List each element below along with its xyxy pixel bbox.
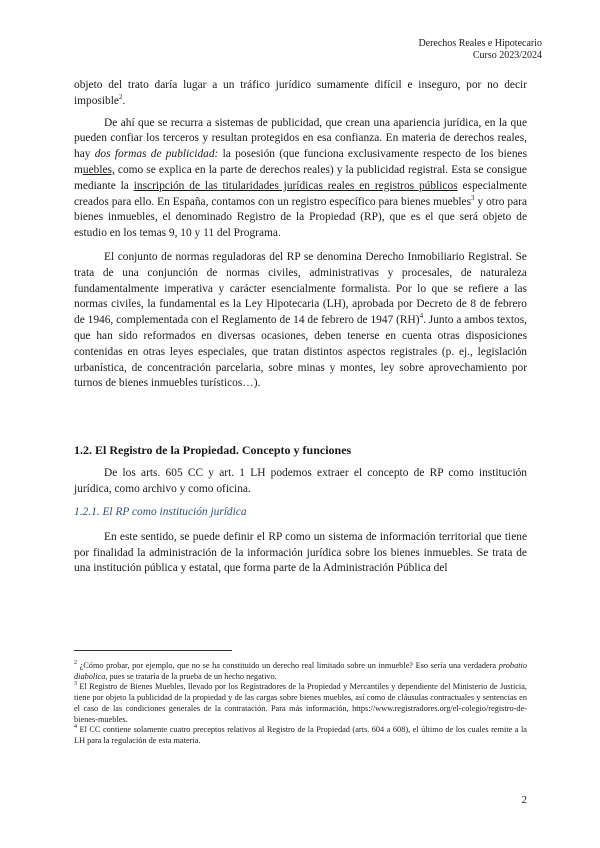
footnote-3-number: 3 (74, 681, 77, 688)
paragraph-2-text-e: y otro para bienes inmuebles, el denominado Registro de la Propiedad (RP), que es el que será objeto de estudio en los temas 9, 10 y 11 del Programa. (74, 195, 527, 240)
paragraph-2-text-c: como se explica en la parte de derechos reales) y la publicidad registral. Esta se consigue mediante la (74, 163, 527, 192)
header-academic-year: Curso 2023/2024 (472, 50, 542, 61)
footnote-separator (74, 650, 232, 651)
header-course-title: Derechos Reales e Hipotecario (418, 38, 542, 49)
footnote-3 (74, 682, 527, 725)
footnote-ref-3[interactable]: 3 (471, 193, 475, 202)
paragraph-2-text-d: especialmente creados para ello. En España, contamos con un registro específico para bienes muebles (74, 179, 527, 208)
paragraph-2-underline-1: uebles, (82, 163, 115, 176)
paragraph-2 (74, 116, 527, 242)
footnote-ref-2[interactable]: 2 (118, 93, 123, 101)
paragraph-1-end: . (122, 94, 126, 107)
page-number: 2 (521, 794, 527, 806)
footnote-2-number: 2 (74, 660, 77, 667)
paragraph-2-emphasis: dos formas de publicidad: (94, 148, 219, 161)
footnote-4-number: 4 (74, 724, 77, 731)
paragraph-5: En este sentido, se puede definir el RP como un sistema de información territorial que tiene por finalidad la administración de la información jurídica sobre los bienes inmuebles. Se trata de una institución pública y estatal, que forma parte de la Administración Pública del (74, 530, 527, 575)
footnote-2 (74, 661, 527, 682)
footnote-4 (74, 725, 527, 746)
footnote-2-text-a: ¿Cómo probar, por ejemplo, que no se ha constituido un derecho real limitado sobre un inmueble? Eso sería una verdadera (77, 661, 499, 670)
footnote-3-text: El Registro de Bienes Muebles, llevado por los Registradores de la Propiedad y Mercantiles y dependiente del Ministerio de Justicia, tiene por objeto la publicidad de la propiedad y de las cargas sobre bienes muebles, así como de cláusulas contractuales y sentencias en el caso de las condiciones generales de la contratación. Para más información, https://www.registradores.org/el-colegio/registro-de-bienes-muebles. (74, 682, 527, 724)
paragraph-4: De los arts. 605 CC y art. 1 LH podemos extraer el concepto de RP como institución jurídica, como archivo y como oficina. (74, 467, 527, 495)
section-heading: 1.2. El Registro de la Propiedad. Concepto y funciones (74, 443, 352, 458)
main-text (74, 78, 527, 577)
paragraph-2-underline-2: inscripción de las titularidades jurídicas reales en registros públicos (133, 179, 458, 192)
paragraph-3-text-b: . Junto a ambos textos, que han sido reformados en diversas ocasiones, deben tenerse en cuenta otras disposiciones contenidas en otras leyes especiales, que tratan distintos aspectos registrales (p. ej., legislación urbanística, de concentración parcelaria, sobre minas y montes, ley sobre aprovechamiento por turnos de bienes inmuebles turísticos…). (74, 314, 527, 390)
paragraph-1-text: objeto del trato daría lugar a un tráfico jurídico sumamente difícil e inseguro, por no decir imposible (74, 79, 527, 107)
paragraph-3-text-a: El conjunto de normas reguladoras del RP se denomina Derecho Inmobiliario Registral. Se trata de una conjunción de normas civiles, administrativas y procesales, de naturaleza fundamentalmente imperativa y carácter esencialmente formalista. Por lo que se refiere a las normas civiles, la fundamental es la Ley Hipotecaria (LH), aprobada por Decreto de 8 de febrero de 1946, complementada con el Reglamento de 14 de febrero de 1947 (RH) (74, 250, 527, 327)
footnotes (74, 650, 527, 747)
subsection-heading: 1.2.1. El RP como institución jurídica (74, 505, 247, 518)
footnote-2-text-b: , pues se trataría de la prueba de un hecho negativo. (105, 671, 277, 681)
paragraph-2-text-b: la posesión (que funciona exclusivamente respecto de los bienes m (74, 148, 527, 176)
paragraph-2-text-a: De ahí que se recurra a sistemas de publicidad, que crean una apariencia jurídica, en la que pueden confiar los terceros y resultan protegidos en esa confianza. En materia de derechos reales, hay (74, 116, 527, 161)
running-header (418, 38, 542, 62)
footnote-2-emphasis: probatio diabolica (74, 661, 527, 681)
footnote-ref-4[interactable]: 4 (419, 312, 424, 321)
paragraph-3 (74, 250, 527, 392)
paragraph-1 (74, 78, 527, 110)
footnote-4-text: El CC contiene solamente cuatro preceptos relativos al Registro de la Propiedad (arts. 604 a 608), el último de los cuales remite a la LH para la regulación de esta materia. (74, 725, 527, 745)
